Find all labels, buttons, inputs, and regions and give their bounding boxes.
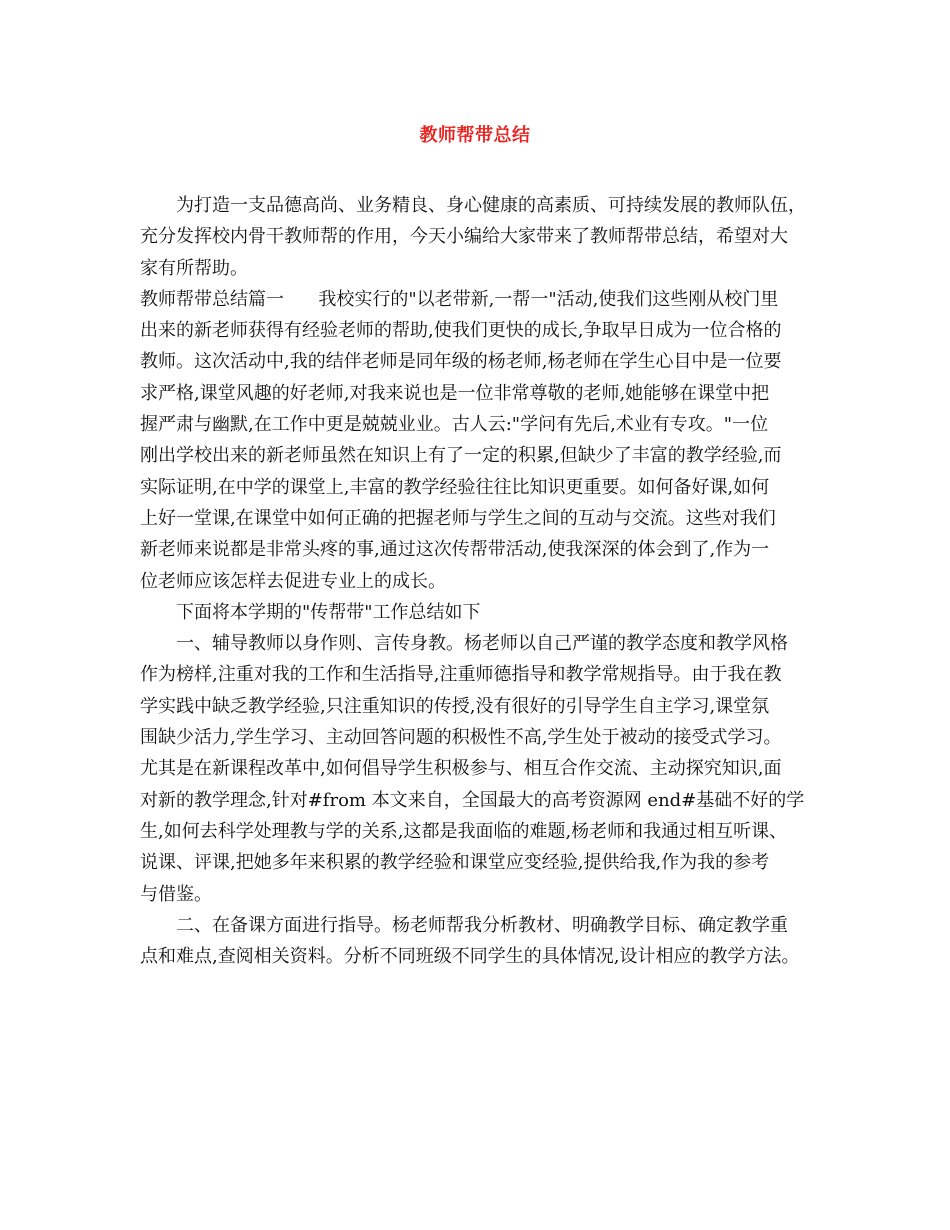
text-line: 握严肃与幽默,在工作中更是兢兢业业。古人云:"学问有先后,术业有专攻。"一位 [140,414,769,436]
text-line: 实际证明,在中学的课堂上,丰富的教学经验往往比知识更重要。如何备好课,如何 [140,476,770,498]
text-line: 一、辅导教师以身作则、言传身教。杨老师以自己严谨的教学态度和教学风格 [176,633,788,655]
text-line: 刚出学校出来的新老师虽然在知识上有了一定的积累,但缺少了丰富的教学经验,而 [140,445,782,467]
text-line: 为打造一支品德高尚、业务精良、身心健康的高素质、可持续发展的教师队伍， [176,195,806,216]
text-line: 教师。这次活动中,我的结伴老师是同年级的杨老师,杨老师在学生心目中是一位要 [140,351,782,373]
text-line: 学实践中缺乏教学经验,只注重知识的传授,没有很好的引导学生自主学习,课堂氛 [140,695,770,717]
text-line: 求严格,课堂风趣的好老师,对我来说也是一位非常尊敬的老师,她能够在课堂中把 [140,382,770,404]
text-line: 二、在备课方面进行指导。杨老师帮我分析教材、明确教学目标、确定教学重 [176,914,788,936]
text-line: 与借鉴。 [140,883,212,905]
document-title: 教师帮带总结 [419,125,531,146]
text-line: 点和难点,查阅相关资料。分析不同班级不同学生的具体情况,设计相应的教学方法。 [140,946,800,968]
text-line: 说课、评课,把她多年来积累的教学经验和课堂应变经验,提供给我,作为我的参考 [140,852,770,874]
document-body [140,190,820,972]
text-line: 作为榜样,注重对我的工作和生活指导,注重师德指导和教学常规指导。由于我在教 [140,664,782,686]
text-line: 围缺少活力,学生学习、主动回答问题的积极性不高,学生处于被动的接受式学习。 [140,727,782,749]
text-line: 家有所帮助。 [140,257,248,279]
text-line: 生,如何去科学处理教与学的关系,这都是我面临的难题,杨老师和我通过相互听课、 [140,820,788,842]
text-line: 位老师应该怎样去促进专业上的成长。 [140,570,446,592]
text-line: 下面将本学期的"传帮带"工作总结如下 [176,601,481,623]
text-line: 尤其是在新课程改革中,如何倡导学生积极参与、相互合作交流、主动探究知识,面 [140,758,782,780]
text-line: 对新的教学理念,针对#from 本文来自，全国最大的高考资源网 end#基础不好的学 [140,789,805,811]
text-line: 上好一堂课,在课堂中如何正确的把握老师与学生之间的互动与交流。这些对我们 [140,507,776,529]
text-line: 教师帮带总结篇一 我校实行的"以老带新,一帮一"活动,使我们这些刚从校门里 [140,288,779,310]
text-line: 出来的新老师获得有经验老师的帮助,使我们更快的成长,争取早日成为一位合格的 [140,320,782,342]
text-line: 充分发挥校内骨干教师帮的作用，今天小编给大家带来了教师帮带总结，希望对大 [140,226,788,248]
text-line: 新老师来说都是非常头疼的事,通过这次传帮带活动,使我深深的体会到了,作为一 [140,539,770,561]
